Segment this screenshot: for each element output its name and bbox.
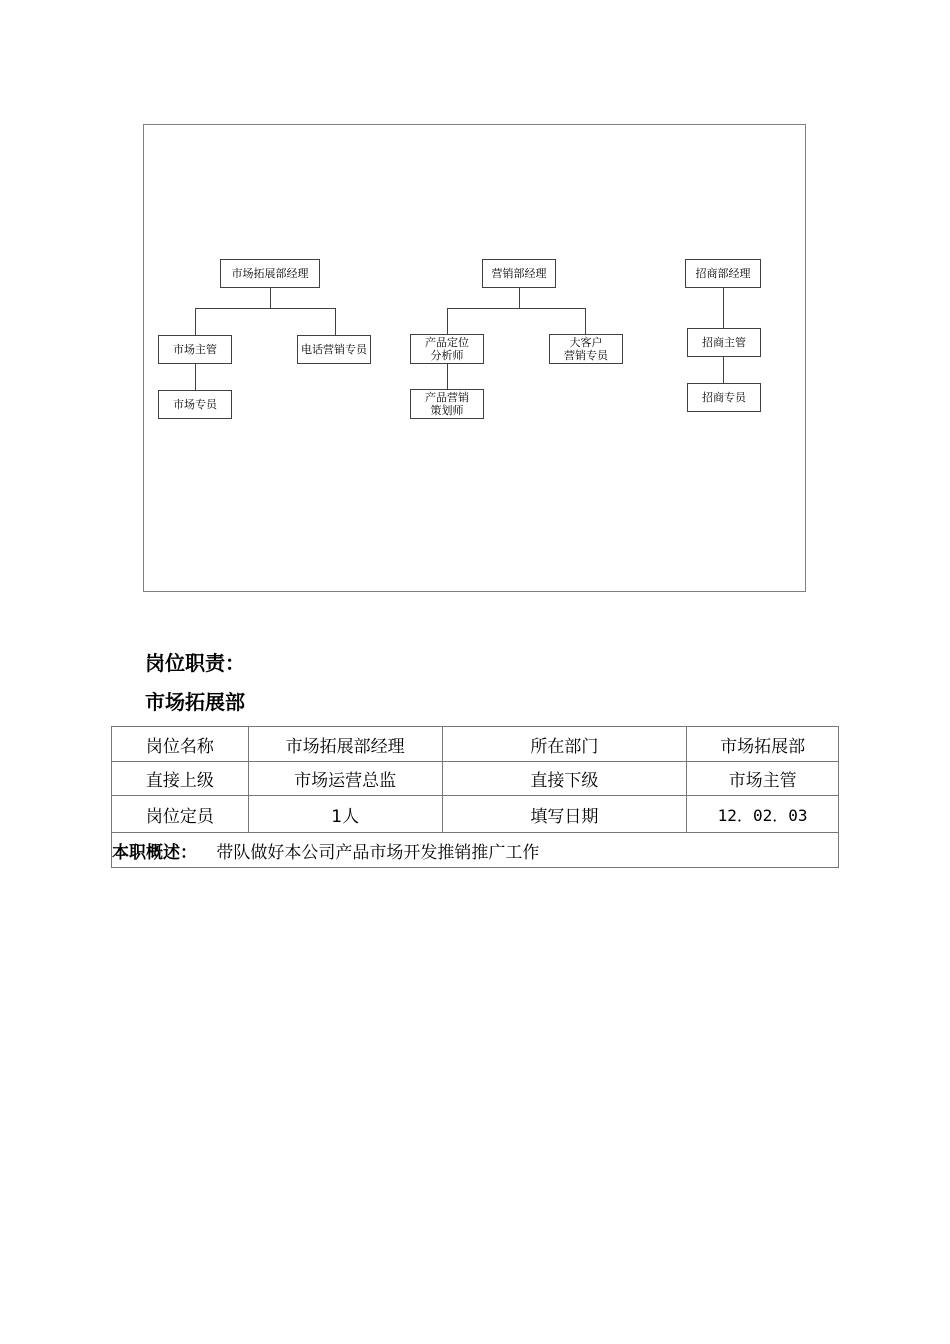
connector bbox=[585, 308, 586, 334]
connector bbox=[447, 308, 448, 334]
label-department: 所在部门 bbox=[442, 727, 687, 762]
node-investment-specialist: 招商专员 bbox=[687, 383, 761, 412]
value-fill-date: 12．02．03 bbox=[687, 796, 839, 833]
connector bbox=[723, 288, 724, 328]
duty-table bbox=[111, 726, 839, 868]
node-phone-sales: 电话营销专员 bbox=[297, 335, 371, 364]
summary-label: 本职概述： bbox=[112, 842, 197, 863]
summary-text: 带队做好本公司产品市场开发推销推广工作 bbox=[216, 842, 540, 863]
connector bbox=[270, 288, 271, 308]
summary-cell bbox=[112, 833, 839, 868]
value-headcount: 1人 bbox=[248, 796, 442, 833]
node-investment-manager: 招商部经理 bbox=[685, 259, 761, 288]
connector bbox=[195, 308, 196, 335]
connector bbox=[519, 288, 520, 308]
node-market-specialist: 市场专员 bbox=[158, 390, 232, 419]
value-direct-subordinate: 市场主管 bbox=[687, 762, 839, 796]
connector bbox=[447, 308, 585, 309]
connector bbox=[335, 308, 336, 335]
org-chart-frame bbox=[143, 124, 806, 592]
node-key-account: 大客户 营销专员 bbox=[549, 334, 623, 364]
node-marketing-planner: 产品营销 策划师 bbox=[410, 389, 484, 419]
table-row bbox=[112, 727, 839, 762]
department-title: 市场拓展部 bbox=[145, 690, 245, 714]
node-sales-manager: 营销部经理 bbox=[482, 259, 556, 288]
label-position-name: 岗位名称 bbox=[112, 727, 249, 762]
label-direct-subordinate: 直接下级 bbox=[442, 762, 687, 796]
value-direct-superior: 市场运营总监 bbox=[248, 762, 442, 796]
label-fill-date: 填写日期 bbox=[442, 796, 687, 833]
node-market-supervisor: 市场主管 bbox=[158, 335, 232, 364]
node-positioning-analyst: 产品定位 分析师 bbox=[410, 334, 484, 364]
connector bbox=[447, 364, 448, 389]
table-row bbox=[112, 833, 839, 868]
node-investment-supervisor: 招商主管 bbox=[687, 328, 761, 357]
node-market-expansion-manager: 市场拓展部经理 bbox=[220, 259, 320, 288]
label-headcount: 岗位定员 bbox=[112, 796, 249, 833]
table-row bbox=[112, 796, 839, 833]
table-row bbox=[112, 762, 839, 796]
connector bbox=[723, 357, 724, 383]
connector bbox=[195, 364, 196, 390]
section-title: 岗位职责： bbox=[145, 651, 245, 675]
value-position-name: 市场拓展部经理 bbox=[248, 727, 442, 762]
connector bbox=[195, 308, 335, 309]
value-department: 市场拓展部 bbox=[687, 727, 839, 762]
label-direct-superior: 直接上级 bbox=[112, 762, 249, 796]
